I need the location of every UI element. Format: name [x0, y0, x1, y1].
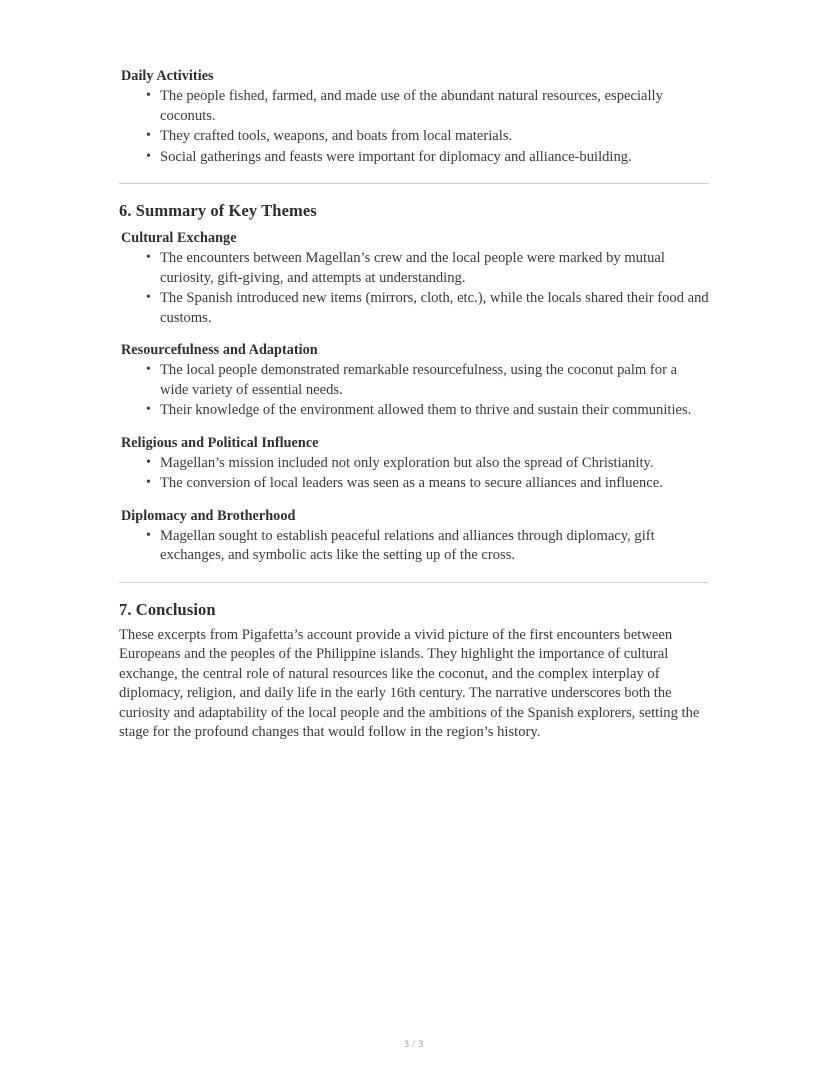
list-item: • The encounters between Magellan’s crew and the local people were marked by mutual curiosity, gift-giving, and attempts at understanding.	[119, 249, 709, 288]
list-item: • Social gatherings and feasts were important for diplomacy and alliance-building.	[119, 148, 709, 168]
subsection-list	[119, 361, 709, 421]
conclusion-paragraph: These excerpts from Pigafetta’s account provide a vivid picture of the first encounters between Europeans and the peoples of the Philippine islands. They highlight the importance of cultural exchange, the central role of natural resources like the coconut, and the complex interplay of diplomacy, religion, and daily life in the early 16th century. The narrative underscores both the curiosity and adaptability of the local people and the ambitions of the Spanish explorers, setting the stage for the profound changes that would follow in the region’s history.	[119, 626, 700, 740]
section-seven-heading: 7. Conclusion	[119, 599, 216, 619]
divider-before-section-seven-wrap	[119, 582, 709, 583]
page-footer	[0, 1040, 828, 1050]
subsection-cultural-exchange	[119, 230, 709, 328]
divider-before-section-six-wrap	[119, 183, 709, 184]
subsection-heading: Diplomacy and Brotherhood	[121, 507, 296, 524]
list-item: • Their knowledge of the environment allowed them to thrive and sustain their communities.	[119, 401, 709, 421]
page-content	[119, 68, 709, 743]
page-number-label: 3 / 3	[404, 1040, 424, 1050]
list-item: • The Spanish introduced new items (mirrors, cloth, etc.), while the locals shared their food and customs.	[119, 289, 709, 328]
list-item: • Magellan sought to establish peaceful relations and alliances through diplomacy, gift exchanges, and symbolic acts like the setting up of the cross.	[119, 527, 709, 566]
subsection-list	[119, 527, 709, 566]
subsection-religious-and-political-influence	[119, 435, 709, 494]
section-divider	[119, 183, 709, 184]
subsection-heading: Religious and Political Influence	[121, 434, 319, 451]
section-divider	[119, 582, 709, 583]
list-item: • The people fished, farmed, and made use of the abundant natural resources, especially coconuts.	[119, 87, 709, 126]
conclusion-paragraph-wrap	[119, 626, 709, 743]
section-seven	[119, 600, 709, 743]
list-item: • Magellan’s mission included not only exploration but also the spread of Christianity.	[119, 454, 709, 474]
list-item: • The local people demonstrated remarkable resourcefulness, using the coconut palm for a wide variety of essential needs.	[119, 361, 709, 400]
subsection-heading: Cultural Exchange	[121, 230, 237, 246]
list-item: • They crafted tools, weapons, and boats from local materials.	[119, 127, 709, 147]
section-six	[119, 201, 709, 566]
daily-activities-heading: Daily Activities	[121, 68, 214, 84]
subsection-resourcefulness-and-adaptation	[119, 342, 709, 421]
daily-activities-list	[119, 87, 709, 167]
list-item: • The conversion of local leaders was seen as a means to secure alliances and influence.	[119, 474, 709, 494]
subsection-list	[119, 454, 709, 494]
subsection-heading: Resourcefulness and Adaptation	[121, 342, 318, 358]
section-six-heading: 6. Summary of Key Themes	[119, 201, 317, 220]
subsection-diplomacy-and-brotherhood	[119, 508, 709, 566]
subsection-list	[119, 249, 709, 328]
daily-activities-section	[119, 68, 709, 167]
